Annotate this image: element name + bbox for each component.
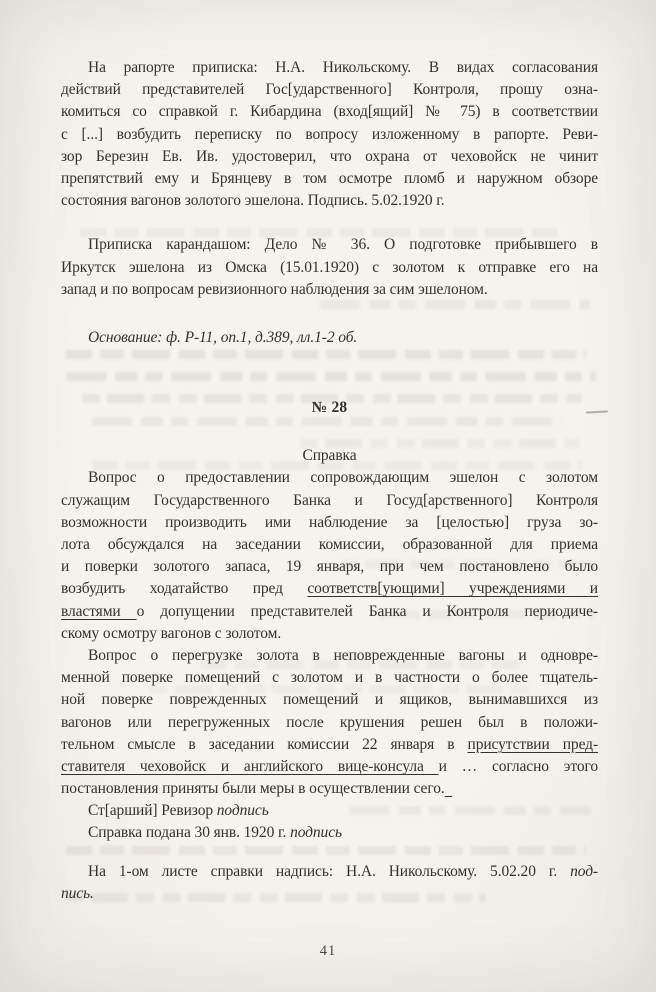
text-segment: Справка [302,447,357,465]
italic-text: под- [570,862,598,880]
text-line [61,667,598,689]
text-line [61,445,598,467]
text-segment: Иркутск эшелона из Омска (15.01.1920) с золотом к отправке его на [61,258,598,276]
text-line [61,778,598,800]
text-line [61,79,598,101]
text-line [61,601,598,623]
underlined-text [445,780,453,797]
text-line [61,234,598,256]
text-line [61,490,598,512]
text-line [61,578,598,600]
text-segment: и … согласно этого [438,757,598,775]
text-line [61,512,598,534]
underlined-text: присутствии пред- [467,735,599,753]
text-line [61,689,598,711]
text-line [61,534,598,556]
text-line [61,101,598,123]
italic-text: Основание: ф. Р-11, оп.1, д.389, лл.1-2 об. [88,328,358,346]
text-segment: Приписка карандашом: Дело № 36. О подготовке прибывшего в [88,236,598,254]
text-segment: с [...] возбудить переписку по вопросу изложенному в рапорте. Реви- [61,125,598,143]
text-line [61,800,598,822]
text-line [61,712,598,734]
text-segment: Ст[арший] Ревизор [88,802,217,820]
text-segment: На рапорте приписка: Н.А. Никольскому. В видах согласования [88,59,598,76]
text-segment: постановления приняты были меры в осуществлении сего. [61,780,445,798]
italic-text: пись. [61,884,94,902]
text-line [61,327,598,349]
text-line [61,822,598,844]
text-line [61,257,598,279]
text-line [61,168,598,190]
text-segment: возбудить ходатайство пред [61,580,308,598]
text-segment: Вопрос о предоставлении сопровождающим эшелон с золотом [88,469,598,487]
text-segment: вагонов или перегруженных после крушения решен был в положи- [61,713,598,731]
text-line [61,124,598,146]
text-segment: зор Березин Ев. Ив. удостоверил, что охрана от чеховойск не чинит [61,147,598,165]
text-segment: На 1-ом листе справки надпись: Н.А. Никольскому. 5.02.20 г. [88,862,571,880]
text-line [61,861,598,883]
text-line [61,57,598,79]
first-sheet-note-paragraph [61,861,598,905]
text-segment: и поверки золотого запаса, 19 января, при чем постановлено было [61,558,598,576]
text-line [61,623,598,645]
text-line [61,756,598,778]
text-segment: возможности производить ими наблюдение за [целостью] груза зо- [61,513,598,531]
text-line [61,146,598,168]
underlined-text: соответств[ующими] учреждениями и [307,580,599,598]
pencil-note-paragraph [61,234,598,301]
text-segment: препятствий ему и Брянцеву в том осмотре пломб и наружном обзоре [61,169,598,187]
text-line [61,645,598,667]
italic-text: подпись [216,802,269,820]
document-number-heading [61,397,598,419]
text-segment: тельном смысле в заседании комиссии 22 января в [61,735,468,753]
text-line [61,279,598,301]
text-segment: запад и по вопросам ревизионного наблюдения за сим эшелоном. [61,280,488,298]
text-segment: менной поверке помещений с золотом и в частности о более тщатель- [61,669,598,687]
text-line [61,883,598,905]
page-number: 41 [319,943,337,959]
text-segment: служащим Государственного Банка и Госуд[арственного] Контроля [61,491,598,509]
gold-escort-paragraph [61,467,598,645]
text-segment: № 28 [311,399,348,417]
spravka-heading [61,445,598,467]
text-line [61,190,598,212]
text-segment: состояния вагонов золотого эшелона. Подпись. 5.02.1920 г. [61,192,445,210]
report-inscription-paragraph [61,57,598,212]
text-line [61,734,598,756]
text-line [61,397,598,419]
spravka-submitted-line [61,822,598,844]
text-segment: Справка подана 30 янв. 1920 г. [88,824,291,842]
text-segment: комиться со справкой г. Кибардина (вход[ящий] № 75) в соответствии [61,103,598,121]
underlined-text: властями [61,602,137,620]
gold-transfer-paragraph [61,645,598,800]
page-content [61,57,598,905]
text-segment: скому осмотру вагонов с золотом. [61,624,282,642]
text-segment: лота обсуждался на заседании комиссии, образованной для приема [61,536,598,553]
senior-revisor-signature-line [61,800,598,822]
text-segment: Вопрос о перегрузке золота в неповрежденные вагоны и одновре- [88,646,598,664]
text-segment: ной поверке поврежденных помещений и ящиков, вынимавшихся из [61,691,598,709]
text-segment: о допущении представителей Банка и Контроля периодиче- [136,602,598,620]
underlined-text: ставителя чеховойск и английского вице-консула [61,757,439,775]
source-reference-line [61,327,598,349]
italic-text: подпись [290,824,342,842]
text-line [61,467,598,489]
text-line [61,556,598,578]
text-segment: действий представителей Гос[ударственного] Контроля, прошу озна- [61,81,598,99]
